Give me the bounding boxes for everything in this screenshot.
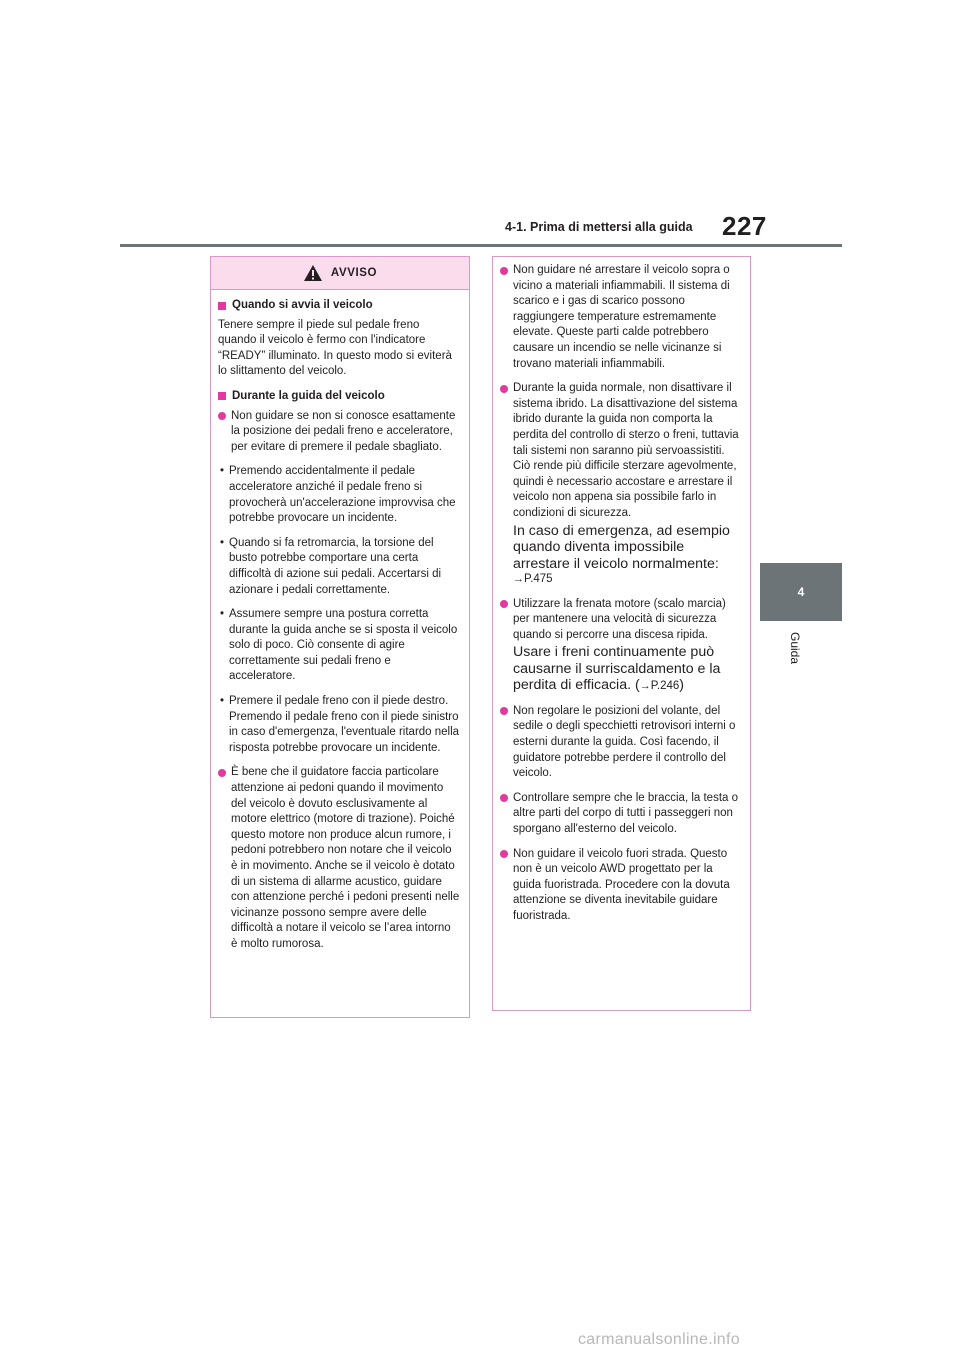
list-item-body [513, 381, 741, 587]
arrow-right-icon: → [639, 680, 651, 693]
list-item-text: Durante la guida normale, non disattivare il sistema ibrido. La disattivazione del sistema ibrido durante la guida non comporta la perdita del controllo di sterzo o freni, tuttavia tali sistemi non saranno più servoassistiti. Ciò rende più difficile sterzare agevolmente, quindi è necessario accostare e arrestare il veicolo non appena sia possibile farlo in condizioni di sicurezza. [513, 382, 739, 519]
warning-label: AVVISO [330, 267, 378, 279]
dot-bullet-icon: • [220, 695, 225, 708]
list-item-text: È bene che il guidatore faccia particolare attenzione ai pedoni quando il movimento del veicolo è dovuto esclusivamente al motore elettrico (motore di trazione). Poiché questo motore non produce alcun rumore, i pedoni potrebbero non notare che il veicolo è in movimento. Anche se il veicolo è dotato di un sistema di allarme acustico, guidare con attenzione perché i pedoni presenti nelle vicinanze possono sempre avere delle difficoltà a notare il veicolo se l’area intorno è molto rumorosa. [231, 766, 460, 950]
circle-bullet-icon [500, 850, 508, 858]
dot-bullet-icon: • [220, 465, 225, 478]
list-item-text: Non guidare né arrestare il veicolo sopra o vicino a materiali infiammabili. Il sistema di scarico e i gas di scarico possono raggiungere temperature estremamente elevate. Queste parti calde potrebbero causare un incendio se nelle vicinanze si trovano materiali infiammabili. [513, 264, 730, 370]
closing-paren: ) [679, 677, 685, 694]
dot-bullet-icon: • [220, 536, 225, 549]
warning-box-right [492, 256, 751, 1011]
warning-content-right [493, 257, 750, 925]
list-item [500, 791, 741, 838]
page-reference-text: P.246 [650, 680, 680, 693]
list-item [500, 704, 741, 782]
circle-bullet-icon [500, 600, 508, 608]
sub-list-item-text: Assumere sempre una postura corretta durante la guida anche se si sposta il veicolo solo di poco. Ciò consente di agire correttamente sui pedali freno e acceleratore. [229, 608, 458, 683]
paragraph: Tenere sempre il piede sul pedale freno quando il veicolo è fermo con l'indicatore “READY” illuminato. In questo modo si eviterà lo slittamento del veicolo. [218, 318, 452, 378]
emphasis-text: In caso di emergenza, ad esempio quando diventa impossibile arrestare il veicolo normalmente: [513, 522, 730, 572]
list-item [500, 597, 741, 695]
chapter-tab [760, 563, 842, 621]
circle-bullet-icon [218, 412, 226, 420]
list-item [500, 381, 741, 587]
emphasis-text-content: Usare i freni continuamente può causarne il surriscaldamento e la perdita di efficacia. ( [513, 644, 721, 694]
chapter-number: 4 [797, 585, 805, 599]
circle-bullet-icon [500, 385, 508, 393]
subheading [218, 298, 460, 314]
page-number: 227 [722, 211, 767, 241]
circle-bullet-icon [500, 794, 508, 802]
warning-box-left [210, 256, 470, 1018]
list-item [500, 263, 741, 372]
list-item-text: Controllare sempre che le braccia, la testa o altre parti del corpo di tutti i passeggeri non sporgano all'esterno del veicolo. [513, 791, 738, 836]
watermark: carmanualsonline.info [578, 1331, 740, 1348]
circle-bullet-icon [500, 267, 508, 275]
page-reference[interactable] [640, 680, 680, 692]
circle-bullet-icon [218, 769, 226, 777]
sub-list-item [218, 694, 460, 756]
subheading-text: Quando si avvia il veicolo [232, 299, 373, 311]
circle-bullet-icon [500, 707, 508, 715]
section-title: 4-1. Prima di mettersi alla guida [505, 220, 693, 234]
sub-list-item [218, 536, 460, 598]
page-reference[interactable] [513, 573, 553, 585]
list-item-text: Utilizzare la frenata motore (scalo marcia) per mantenere una velocità di sicurezza quando si percorre una discesa ripida. [513, 597, 726, 641]
list-item-text: Non regolare le posizioni del volante, del sedile o degli specchietti retrovisori interni o esterni durante la guida. Così facendo, il guidatore potrebbe perdere il controllo del veicolo. [513, 704, 736, 780]
subheading-text: Durante la guida del veicolo [232, 389, 385, 402]
sub-list-item-text: Quando si fa retromarcia, la torsione del busto potrebbe comportare una certa difficoltà di azione sui pedali. Accertarsi di azionare i pedali correttamente. [229, 536, 442, 596]
page-reference-text: P.475 [524, 573, 553, 585]
sub-list-item [218, 607, 460, 685]
sub-list-item-text: Premendo accidentalmente il pedale acceleratore anziché il pedale freno si provocherà un'accelerazione improvvisa che potrebbe provocare un incidente. [229, 465, 456, 525]
warning-content-left [211, 290, 469, 953]
chapter-label: Guida [788, 632, 802, 665]
warning-header [211, 257, 469, 290]
emphasis-text [513, 644, 741, 695]
square-bullet-icon [218, 302, 226, 310]
warning-triangle-icon [303, 264, 323, 282]
list-item-body [513, 597, 741, 695]
list-item [218, 765, 460, 952]
subheading [218, 389, 460, 405]
sub-list-item [218, 464, 460, 526]
list-item [218, 409, 460, 456]
list-item [500, 847, 741, 925]
dot-bullet-icon: • [220, 608, 225, 621]
header-rule [120, 244, 842, 247]
arrow-right-icon: → [513, 573, 524, 585]
square-bullet-icon [218, 392, 226, 400]
list-item-text: Non guidare il veicolo fuori strada. Questo non è un veicolo AWD progettato per la guida fuoristrada. Procedere con la dovuta attenzione se diventa inevitabile guidare fuoristrada. [513, 847, 730, 922]
list-item-text: Non guidare se non si conosce esattamente la posizione dei pedali freno e acceleratore, per evitare di premere il pedale sbagliato. [231, 409, 456, 453]
sub-list-item-text: Premere il pedale freno con il piede destro. Premendo il pedale freno con il piede sinistro in caso d'emergenza, l'eventuale ritardo nella risposta potrebbe provocare un incidente. [229, 695, 460, 754]
